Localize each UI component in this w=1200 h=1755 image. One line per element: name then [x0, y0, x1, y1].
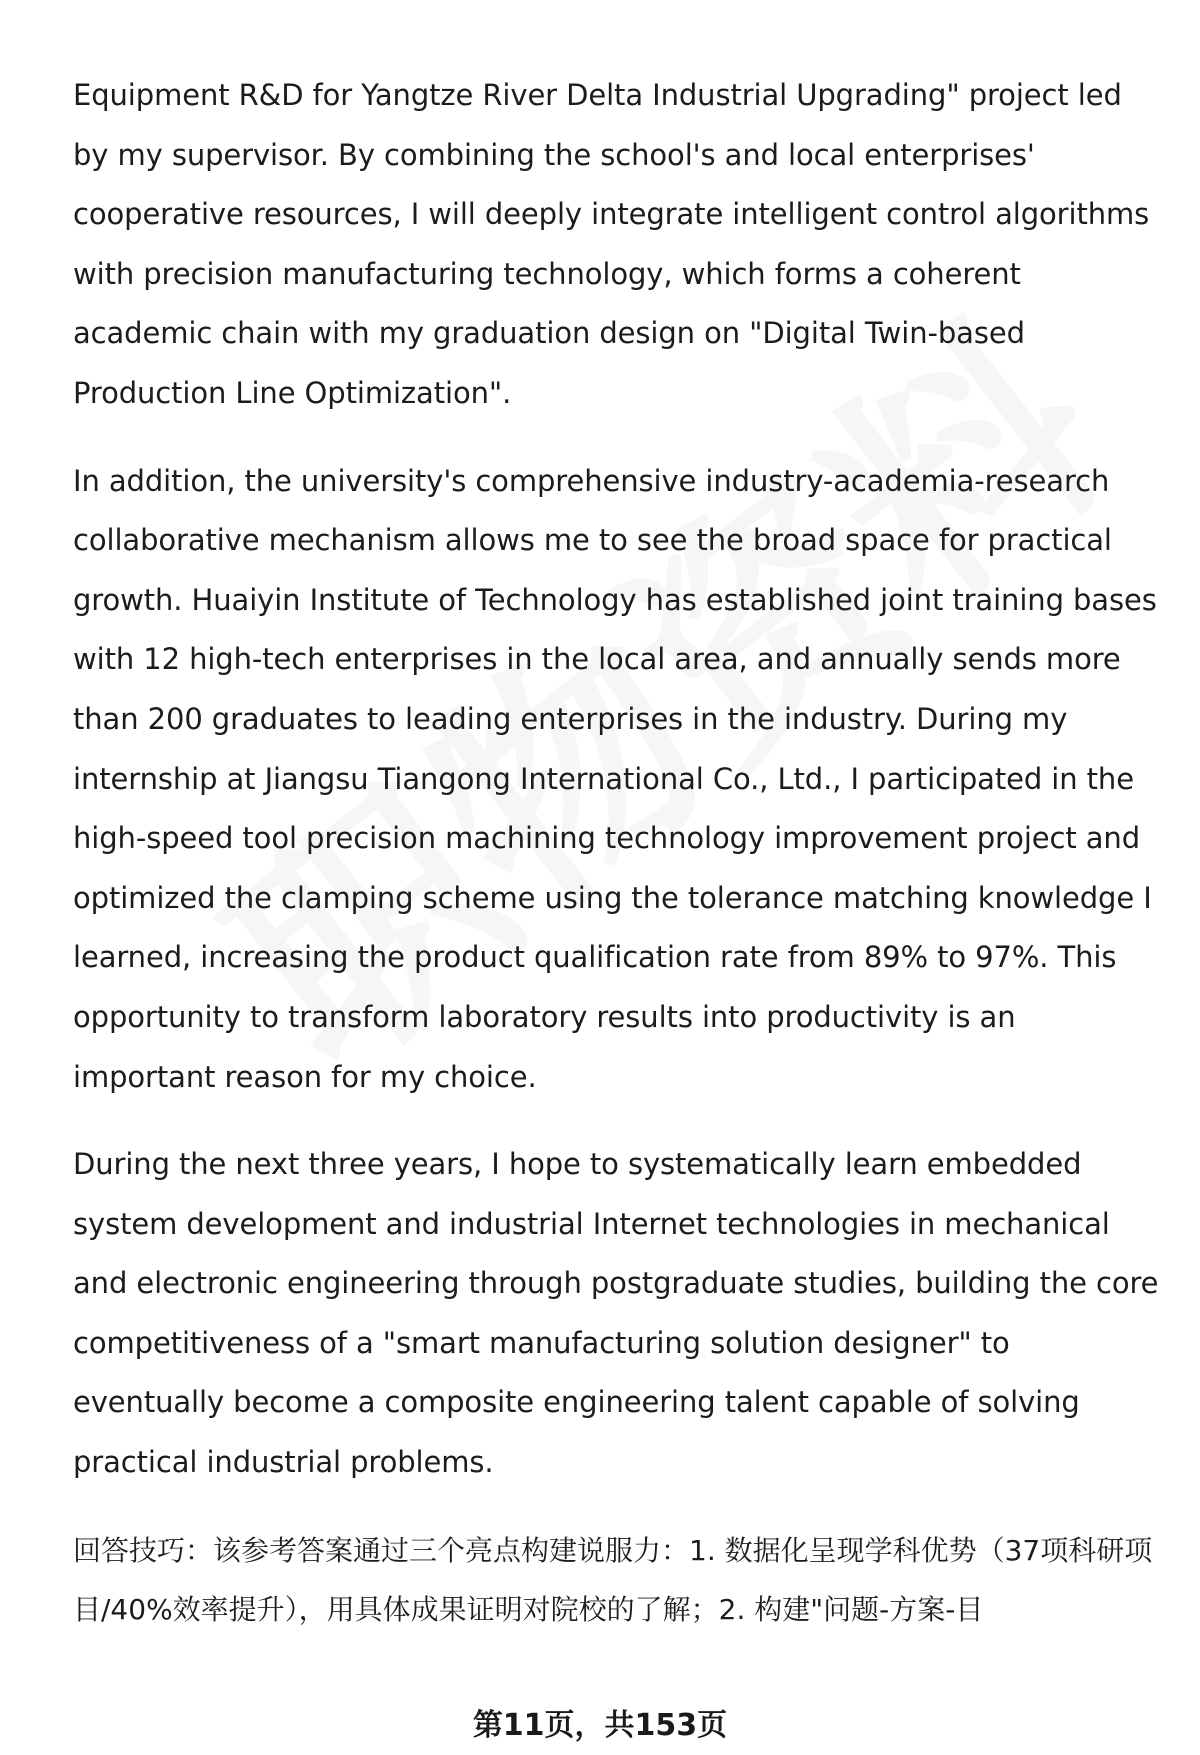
paragraph-2: In addition, the university's comprehensive industry-academia-research collaborative mechanism allows me to see the broad space for practical growth. Huaiyin Institute of Technology has established joint training bases with 12 high-tech enterprises in the local area, and annually sends more than 200 graduates to leading enterprises in the industry. During my internship at Jiangsu Tiangong International Co., Ltd., I participated in the high-speed tool precision machining technology improvement project and optimized the clamping scheme using the tolerance matching knowledge I learned, increasing the product qualification rate from 89% to 97%. This opportunity to transform laboratory results into productivity is an important reason for my choice. [73, 463, 1157, 1094]
answer-tip: 回答技巧：该参考答案通过三个亮点构建说服力：1. 数据化呈现学科优势（37项科研项目/40%效率提升），用具体成果证明对院校的了解；2. 构建"问题-方案-目 [73, 1533, 1153, 1626]
page-number: 第11页，共153页 [472, 1708, 728, 1743]
paragraph-3: During the next three years, I hope to systematically learn embedded system development and industrial Internet technologies in mechanical and electronic engineering through postgraduate studies, building the core competitiveness of a "smart manufacturing solution designer" to eventually become a composite engineering talent capable of solving practical industrial problems. [73, 1147, 1159, 1480]
paragraph-1: Equipment R&D for Yangtze River Delta Industrial Upgrading" project led by my supervisor. By combining the school's and local enterprises' cooperative resources, I will deeply integrate intelligent control algorithms with precision manufacturing technology, which forms a coherent academic chain with my graduation design on "Digital Twin-based Production Line Optimization". [73, 78, 1150, 410]
document-body [73, 66, 1163, 1667]
